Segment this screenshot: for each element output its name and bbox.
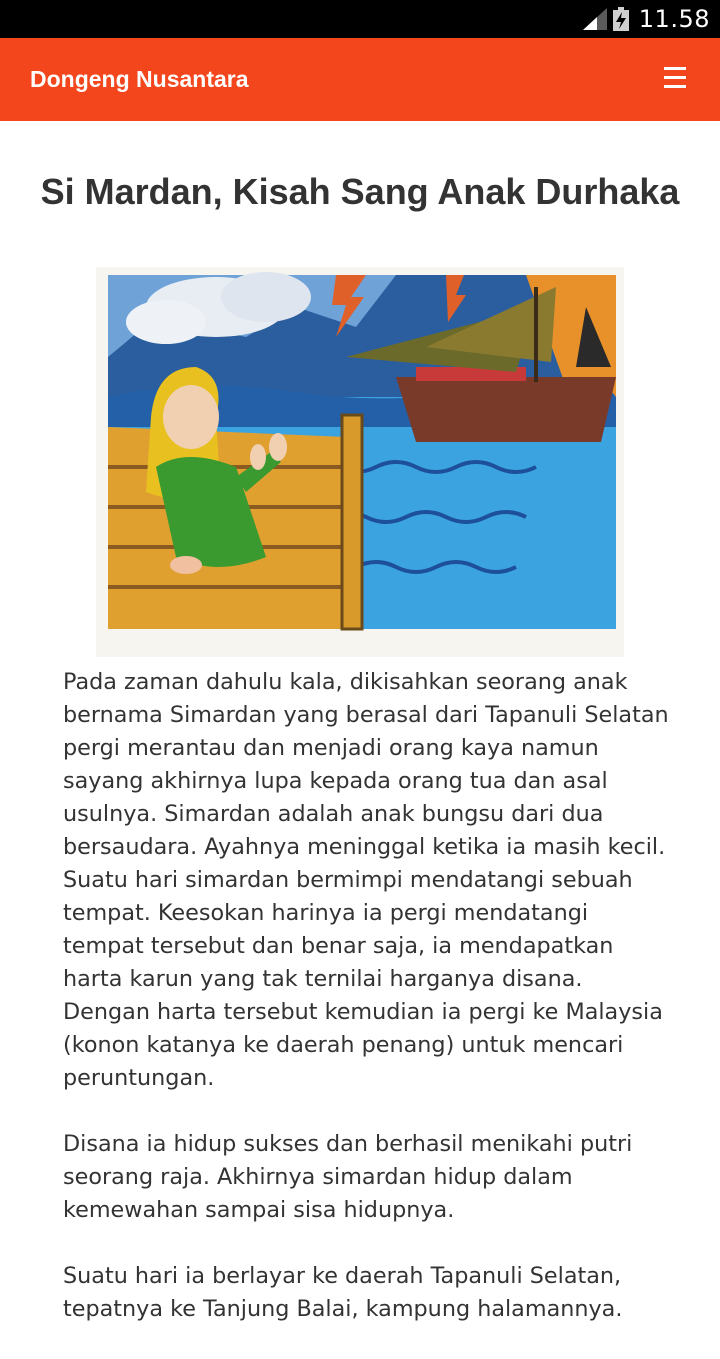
article-body: [63, 666, 673, 1359]
status-bar: [0, 0, 720, 38]
app-title: Dongeng Nusantara: [30, 66, 249, 92]
app-bar: [0, 38, 720, 121]
status-time: 11.58: [638, 5, 710, 33]
article-paragraph: Disana ia hidup sukses dan berhasil menikahi putri seorang raja. Akhirnya simardan hidup dalam kemewahan sampai sisa hidupnya.: [63, 1131, 633, 1223]
battery-charging-icon: [613, 7, 629, 31]
article-paragraph: Pada zaman dahulu kala, dikisahkan seorang anak bernama Simardan yang berasal dari Tapanuli Selatan pergi merantau dan menjadi orang kaya namun sayang akhirnya lupa kepada orang tua dan asal usulnya. Simardan adalah anak bungsu dari dua bersaudara. Ayahnya meninggal ketika ia masih kecil. Suatu hari simardan bermimpi mendatangi sebuah tempat. Keesokan harinya ia pergi mendatangi tempat tersebut dan benar saja, ia mendapatkan harta karun yang tak ternilai harganya disana. Dengan harta tersebut kemudian ia pergi ke Malaysia (konon katanya ke daerah penang) untuk mencari peruntungan.: [63, 669, 669, 1091]
story-illustration: [96, 267, 624, 657]
article-paragraph: Suatu hari ia berlayar ke daerah Tapanuli Selatan, tepatnya ke Tanjung Balai, kampung halamannya.: [63, 1263, 623, 1322]
signal-icon: [583, 8, 607, 30]
article-title: Si Mardan, Kisah Sang Anak Durhaka: [40, 171, 680, 212]
menu-button[interactable]: [664, 67, 686, 91]
